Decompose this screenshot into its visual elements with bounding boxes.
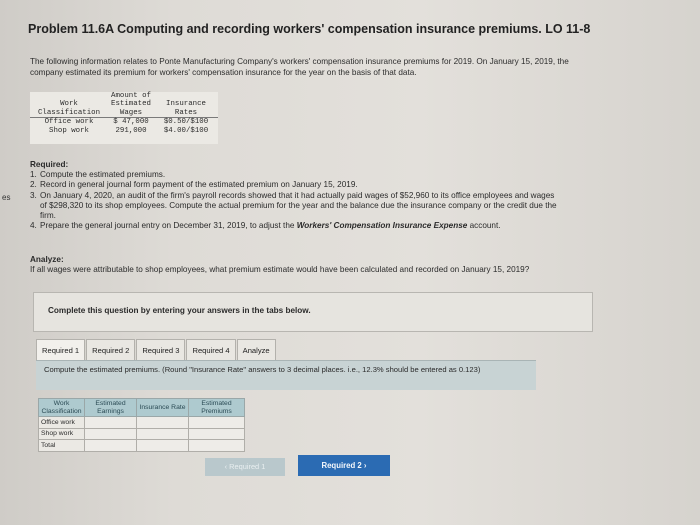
analyze-section (30, 255, 590, 276)
margin-text: es (2, 193, 11, 202)
shop-rate-input[interactable] (137, 428, 189, 440)
header-estimated-premiums: Estimated Premiums (189, 399, 245, 417)
problem-title: Problem 11.6A Computing and recording workers' compensation insurance premiums. LO 11-8 (28, 22, 591, 36)
rates-table (30, 92, 218, 144)
total-earnings-input[interactable] (85, 440, 137, 452)
required-item-2: 2. Record in general journal form payment of the estimated premium on January 15, 2019. (30, 180, 358, 190)
tab-required-2[interactable]: Required 2 (86, 339, 135, 361)
next-button[interactable]: Required 2 › (298, 455, 390, 476)
table-row (39, 428, 245, 440)
total-rate-input[interactable] (137, 440, 189, 452)
analyze-text: If all wages were attributable to shop employees, what premium estimate would have been calculated and recorded on January 15, 2019? (30, 265, 530, 275)
rates-header-line-1: Amount of (111, 92, 151, 100)
header-work-classification: Work Classification (39, 399, 85, 417)
shop-premium-input[interactable] (189, 428, 245, 440)
rates-row-shop: Shop work 291,000 $4.00/$100 (49, 126, 209, 135)
tab-bar (36, 339, 277, 361)
required-item-3: 3. On January 4, 2020, an audit of the firm's payroll records showed that it had actually paid wages of $52,960 to its office employees and wages of $298,320 to its shop employees. Compute the actual premium for the year and the balance due the insurance company or the credit due the firm. (30, 190, 557, 221)
row-label-total: Total (39, 440, 85, 452)
row-label-office-work: Office work (39, 417, 85, 429)
office-earnings-input[interactable] (85, 417, 137, 429)
intro-paragraph: The following information relates to Ponte Manufacturing Company's workers' compensation insurance premiums for 2019. On January 15, 2019, the company estimated its premium for workers' compensation insurance for the year on the basis of that data. (30, 57, 569, 77)
analyze-heading: Analyze: (30, 255, 64, 264)
tab-analyze[interactable]: Analyze (237, 339, 276, 361)
instruction-bar (36, 360, 536, 390)
tab-required-4[interactable]: Required 4 (186, 339, 235, 361)
instructions-box-text: Complete this question by entering your answers in the tabs below. (48, 306, 311, 315)
office-premium-input[interactable] (189, 417, 245, 429)
shop-earnings-input[interactable] (85, 428, 137, 440)
instructions-box (33, 292, 593, 332)
rates-row-office: Office work $ 47,000 $0.50/$100 (44, 118, 209, 127)
required-section (30, 160, 560, 231)
required-item-1: 1. Compute the estimated premiums. (30, 170, 166, 180)
table-row (39, 440, 245, 452)
header-estimated-earnings: Estimated Earnings (85, 399, 137, 417)
premium-entry-table (38, 398, 245, 452)
instruction-text: Compute the estimated premiums. (Round "Insurance Rate" answers to 3 decimal places. i.e., 12.3% should be entered as 0.123) (44, 365, 481, 374)
required-heading: Required: (30, 160, 69, 169)
required-item-4: 4. Prepare the general journal entry on December 31, 2019, to adjust the Workers' Compensation Insurance Expense account. (30, 221, 501, 231)
previous-button[interactable]: ‹ Required 1 (205, 458, 285, 476)
rates-header-line-2: Work Estimated Insurance (60, 100, 206, 109)
account-name: Workers' Compensation Insurance Expense (296, 221, 468, 231)
rates-header-line-3: Classification Wages Rates (30, 109, 218, 118)
header-insurance-rate: Insurance Rate (137, 399, 189, 417)
table-row (39, 417, 245, 429)
tab-required-1[interactable]: Required 1 (36, 339, 85, 361)
total-premium-input[interactable] (189, 440, 245, 452)
tab-required-3[interactable]: Required 3 (136, 339, 185, 361)
row-label-shop-work: Shop work (39, 428, 85, 440)
office-rate-input[interactable] (137, 417, 189, 429)
